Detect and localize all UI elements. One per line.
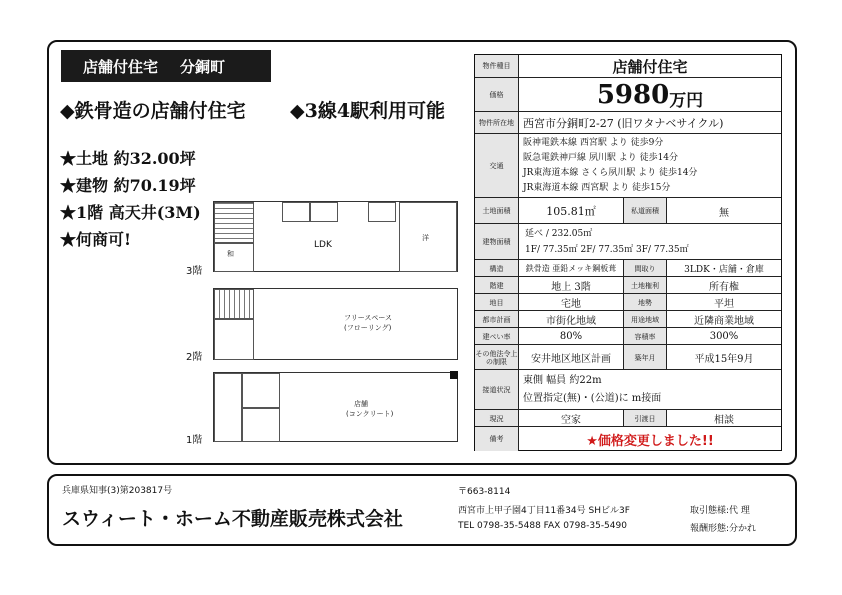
location-value: 西宮市分銅町2-27 (旧ワタナベサイクル) (523, 117, 724, 130)
stairs-2f (214, 289, 254, 319)
item-value: 店舗付住宅 (612, 57, 688, 76)
transport-line: JR東海道本線 さくら夙川駅 より 徒歩14分 (523, 168, 698, 178)
room-1f-a (242, 373, 280, 408)
company-name: スウィート・ホーム不動産販売株式会社 (62, 508, 403, 530)
row-item: 物件種目 店舗付住宅 (475, 55, 781, 77)
fee-type: 報酬形態:分かれ (690, 524, 757, 534)
row-road: 接道状況 東側 幅員 約22m 位置指定(無)・(公道)に m接面 (475, 369, 781, 410)
row-status: 現況 空家 引渡日 相談 (475, 409, 781, 427)
building-area-value: 延べ / 232.05㎡ 1F/ 77.35㎡ 2F/ 77.35㎡ 3F/ 77.35㎡ (525, 229, 689, 255)
headline-access: ◆3線4駅利用可能 (290, 100, 446, 122)
floor-plan-3f (213, 201, 458, 272)
stairs-3f (214, 202, 254, 244)
transport-line: 阪神電鉄本線 西宮駅 より 徒歩9分 (523, 138, 664, 148)
headline-structure: ◆鉄骨造の店舗付住宅 (60, 100, 246, 122)
room-2f-small (214, 319, 254, 360)
spec-table (474, 54, 782, 451)
transport-line: 阪急電鉄神戸線 夙川駅 より 徒歩14分 (523, 153, 679, 163)
row-price: 価格 5980 万円 (475, 77, 781, 112)
feature-building: ★建物 約70.19坪 (60, 176, 196, 195)
property-category: 店舗付住宅 (83, 57, 159, 76)
floor-tag-1f: 1階 (186, 435, 203, 446)
feature-commercial: ★何商可! (60, 230, 132, 249)
private-road-value: 無 (719, 207, 729, 219)
road-value: 東側 幅員 約22m 位置指定(無)・(公道)に m接面 (523, 375, 662, 404)
room-1f-b (242, 408, 280, 442)
store-label: 店舗 (354, 400, 368, 408)
license-number: 兵庫県知事(3)第203817号 (62, 486, 173, 496)
company-address: 西宮市上甲子園4丁目11番34号 SHビル3F (458, 506, 630, 516)
feature-land: ★土地 約32.00坪 (60, 149, 196, 168)
closet-3f (368, 202, 396, 222)
row-other: その他法令上の制限 安井地区地区計画 築年月 平成15年9月 (475, 344, 781, 370)
floor-plan-2f (213, 288, 458, 360)
room-yo-3f: 洋 (399, 202, 457, 272)
transport-line: JR東海道本線 西宮駅 より 徒歩15分 (523, 183, 671, 193)
row-remarks: 備考 ★価格変更しました!! (475, 426, 781, 451)
floor-plan-1f (213, 372, 458, 442)
price-value: 5980 万円 (596, 80, 704, 111)
row-city-plan: 都市計画 市街化地域 用途地域 近隣商業地域 (475, 310, 781, 328)
row-ratio: 建ぺい率 80% 容積率 300% (475, 327, 781, 345)
row-building-area: 建物面積 延べ / 232.05㎡ 1F/ 77.35㎡ 2F/ 77.35㎡ 3F/ 77.35㎡ (475, 223, 781, 260)
feature-ceiling: ★1階 高天井(3M) (60, 203, 201, 222)
row-structure: 構造 鉄骨造 亜鉛メッキ鋼板葺 間取り 3LDK・店舗・倉庫 (475, 259, 781, 277)
column-mark (450, 371, 458, 379)
bath-3f (310, 202, 338, 222)
remarks-value: ★価格変更しました!! (586, 433, 714, 449)
land-area-value: 105.81㎡ (546, 205, 596, 218)
stairs-1f (214, 373, 242, 442)
postal-code: 〒663-8114 (458, 487, 511, 497)
transport-list (519, 134, 781, 198)
free-space-label: フリースペース (344, 314, 393, 322)
row-location: 物件所在地 西宮市分銅町2-27 (旧ワタナベサイクル) (475, 111, 781, 134)
row-land-category: 地目 宅地 地勢 平坦 (475, 293, 781, 311)
room-wa-3f: 和 (214, 242, 254, 272)
company-phone: TEL 0798-35-5488 FAX 0798-35-5490 (458, 521, 627, 531)
free-space-sub: (フローリング) (344, 324, 392, 332)
row-transport: 交通 阪神電鉄本線 西宮駅 より 徒歩9分 阪急電鉄神戸線 夙川駅 より 徒歩14分 JR東海道本線 さくら夙川駅 より 徒歩14分 JR東海道本線 西宮駅 より 徒歩15分 (475, 133, 781, 198)
deal-type: 取引態様:代 理 (690, 506, 750, 516)
toilet-3f (282, 202, 310, 222)
store-sub: (コンクリート) (346, 410, 394, 418)
row-floors: 階建 地上 3階 土地権利 所有権 (475, 276, 781, 294)
row-land-area: 土地面積 105.81㎡ 私道面積 無 (475, 197, 781, 224)
floor-tag-3f: 3階 (186, 266, 203, 277)
property-area: 分銅町 (180, 57, 226, 76)
title-bar (61, 50, 271, 82)
floor-tag-2f: 2階 (186, 352, 203, 363)
ldk-label: LDK (314, 240, 332, 250)
